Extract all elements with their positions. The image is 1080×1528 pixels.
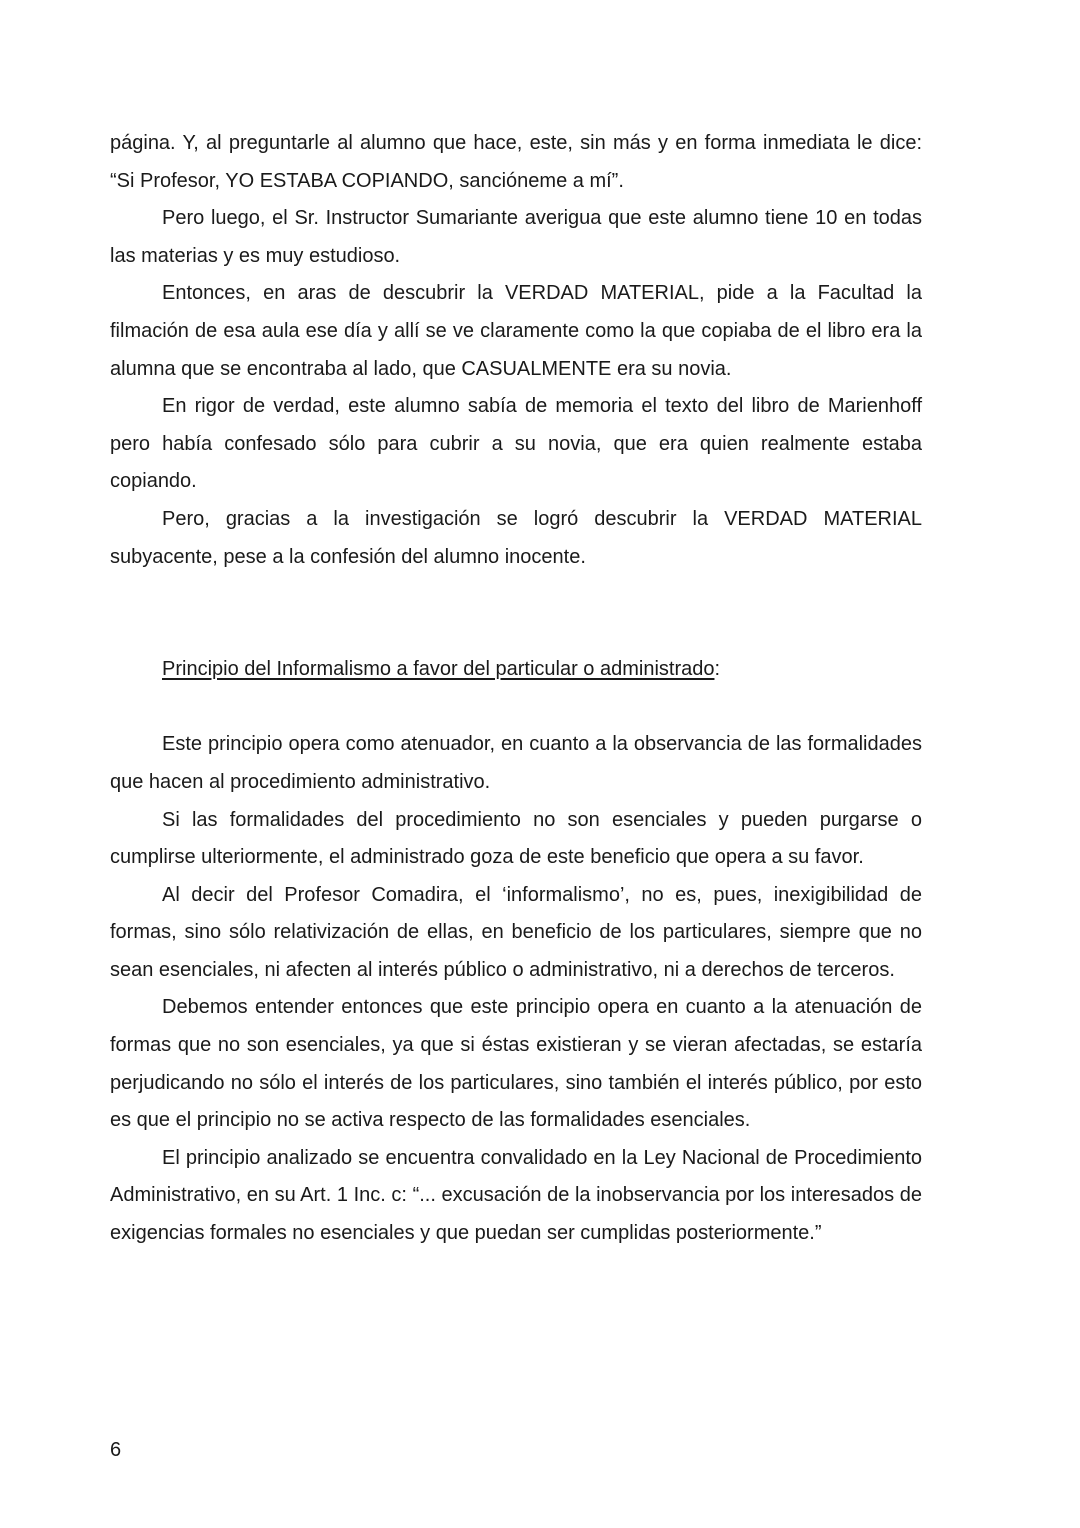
paragraph: Este principio opera como atenuador, en cuanto a la observancia de las formalidades que hacen al procedimiento administrativo. xyxy=(110,733,922,793)
paragraph-continuation: página. Y, al preguntarle al alumno que hace, este, sin más y en forma inmediata le dice: “Si Profesor, YO ESTABA COPIANDO, sanciónеme a mí”. xyxy=(110,132,922,192)
paragraph: Al decir del Profesor Comadira, el ‘informalismo’, no es, pues, inexigibilidad de formas, sino sólo relativización de ellas, en beneficio de los particulares, siempre que no sean esenciales, ni afecten al interés público o administrativo, ni a derechos de terceros. xyxy=(110,883,922,981)
section-heading-suffix: : xyxy=(714,658,721,681)
paragraph: Entonces, en aras de descubrir la VERDAD MATERIAL, pide a la Facultad la filmación de esa aula ese día y allí se ve claramente como la que copiaba de el libro era la alumna que se encontraba al lado, que CASUALMENTE era su novia. xyxy=(110,282,922,380)
section-heading xyxy=(110,651,922,689)
section-heading-text: Principio del Informalismo a favor del particular o administrado xyxy=(162,658,715,681)
paragraph: En rigor de verdad, este alumno sabía de memoria el texto del libro de Marienhoff pero había confesado sólo para cubrir a su novia, que era quien realmente estaba copiando. xyxy=(110,395,922,493)
paragraph: Pero luego, el Sr. Instructor Sumariante averigua que este alumno tiene 10 en todas las materias y es muy estudioso. xyxy=(110,207,922,267)
document-page xyxy=(110,125,922,1253)
paragraph: Debemos entender entonces que este principio opera en cuanto a la atenuación de formas que no son esenciales, ya que si éstas existieran y se vieran afectadas, se estaría perjudicando no sólo el interés de los particulares, sino también el interés público, por esto es que el principio no se activa respecto de las formalidades esenciales. xyxy=(110,996,922,1132)
page-number: 6 xyxy=(110,1439,122,1461)
paragraph: El principio analizado se encuentra convalidado en la Ley Nacional de Procedimiento Administrativo, en su Art. 1 Inc. c: “... excusación de la inobservancia por los interesados de exigencias formales no esenciales y que puedan ser cumplidas posteriormente.” xyxy=(110,1146,922,1245)
paragraph: Pero, gracias a la investigación se logró descubrir la VERDAD MATERIAL subyacente, pese a la confesión del alumno inocente. xyxy=(110,507,922,568)
paragraph: Si las formalidades del procedimiento no son esenciales y pueden purgarse o cumplirse ulteriormente, el administrado goza de este beneficio que opera a su favor. xyxy=(110,808,922,869)
